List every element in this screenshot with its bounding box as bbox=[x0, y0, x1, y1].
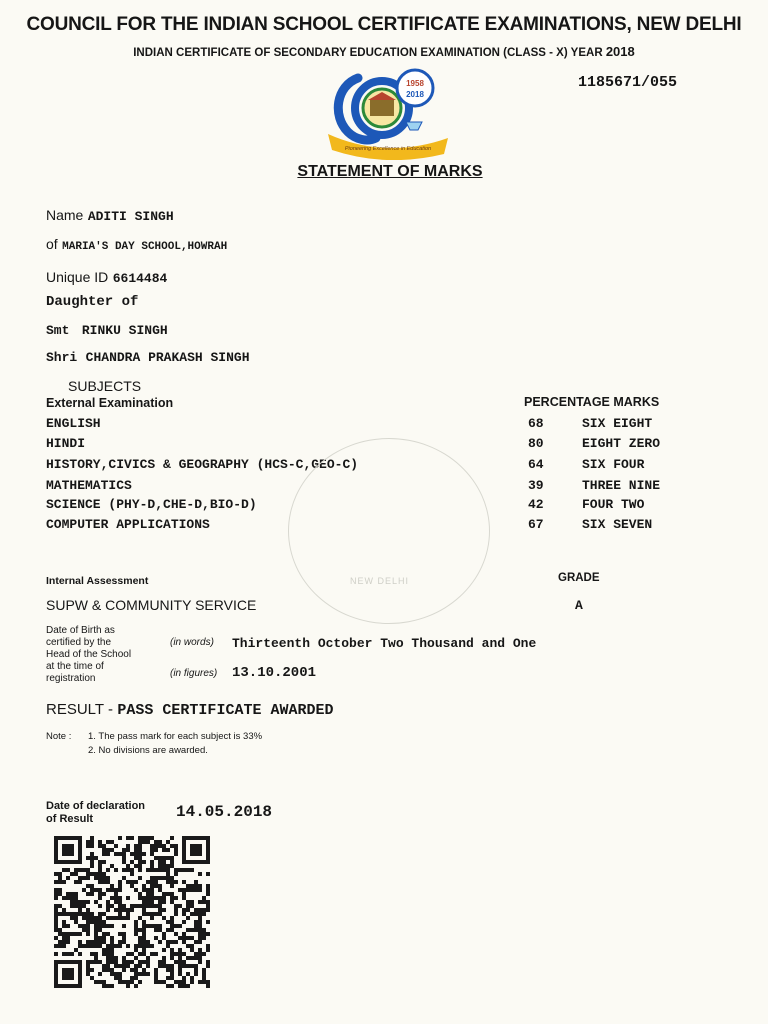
qr-code-icon bbox=[54, 836, 210, 988]
grade-heading: GRADE bbox=[558, 572, 600, 584]
subject-marks-words: SIX SEVEN bbox=[582, 517, 653, 532]
dob-label-line: Head of the School bbox=[46, 649, 132, 660]
mother-name: RINKU SINGH bbox=[81, 323, 168, 338]
declaration-label bbox=[46, 800, 145, 826]
subject-marks-words: EIGHT ZERO bbox=[582, 436, 661, 451]
external-exam-label: External Examination bbox=[46, 396, 174, 410]
note-item: 1. The pass mark for each subject is 33% bbox=[88, 731, 263, 742]
subject-name: SCIENCE (PHY-D,CHE-D,BIO-D) bbox=[46, 497, 257, 512]
embossed-seal bbox=[288, 438, 490, 624]
subjects-heading: SUBJECTS bbox=[68, 378, 142, 394]
declaration-label-line: of Result bbox=[46, 813, 94, 825]
percentage-marks-heading: PERCENTAGE MARKS bbox=[524, 395, 660, 409]
mother-row bbox=[46, 321, 168, 339]
uid-label: Unique ID bbox=[46, 269, 109, 285]
subject-marks: 64 bbox=[528, 457, 544, 472]
father-row bbox=[46, 348, 250, 366]
subject-marks-words: THREE NINE bbox=[582, 478, 661, 493]
result-row bbox=[46, 701, 333, 719]
dob-words: Thirteenth October Two Thousand and One bbox=[232, 636, 537, 651]
father-name: CHANDRA PRAKASH SINGH bbox=[85, 350, 250, 365]
note-label: Note : bbox=[46, 731, 72, 742]
mother-prefix: Smt bbox=[46, 323, 70, 338]
dob-label-line: registration bbox=[46, 673, 96, 684]
subject-marks: 68 bbox=[528, 416, 544, 431]
logo-year-bottom: 2018 bbox=[406, 90, 424, 99]
subject-marks: 42 bbox=[528, 497, 544, 512]
dob-label-line: at the time of bbox=[46, 661, 104, 672]
exam-heading bbox=[0, 44, 768, 59]
subject-marks-words: SIX EIGHT bbox=[582, 416, 653, 431]
supw-grade: A bbox=[575, 598, 583, 613]
declaration-date: 14.05.2018 bbox=[176, 803, 273, 821]
relation-label: Daughter of bbox=[46, 294, 139, 310]
subject-name: COMPUTER APPLICATIONS bbox=[46, 517, 210, 532]
subject-marks: 67 bbox=[528, 517, 544, 532]
name-label: Name bbox=[46, 207, 84, 223]
dob-figures: 13.10.2001 bbox=[232, 665, 317, 681]
cisce-logo-icon bbox=[322, 64, 452, 160]
declaration-label-line: Date of declaration bbox=[46, 800, 146, 812]
dob-label-line: Date of Birth as bbox=[46, 625, 115, 636]
student-name: ADITI SINGH bbox=[87, 209, 174, 224]
school-name: MARIA'S DAY SCHOOL,HOWRAH bbox=[62, 241, 228, 253]
subject-marks: 39 bbox=[528, 478, 544, 493]
subject-name: MATHEMATICS bbox=[46, 478, 132, 493]
exam-title: INDIAN CERTIFICATE OF SECONDARY EDUCATION EXAMINATION (CLASS - X) YEAR bbox=[133, 47, 603, 59]
exam-year: 2018 bbox=[605, 44, 635, 59]
council-heading: COUNCIL FOR THE INDIAN SCHOOL CERTIFICATE EXAMINATIONS, NEW DELHI bbox=[26, 14, 742, 35]
subject-marks: 80 bbox=[528, 436, 544, 451]
seal-text: NEW DELHI bbox=[350, 576, 410, 586]
internal-assessment-label: Internal Assessment bbox=[46, 575, 149, 587]
subject-name: ENGLISH bbox=[46, 416, 101, 431]
dob-words-label: (in words) bbox=[170, 637, 214, 648]
uid-value: 6614484 bbox=[112, 271, 168, 286]
father-prefix: Shri bbox=[46, 350, 78, 365]
result-label: RESULT - bbox=[46, 701, 113, 718]
uid-row bbox=[46, 269, 167, 287]
school-label: of bbox=[46, 236, 58, 252]
note-item: 2. No divisions are awarded. bbox=[88, 745, 208, 756]
name-row bbox=[46, 207, 174, 225]
dob-label-line: certified by the bbox=[46, 637, 112, 648]
subject-marks-words: FOUR TWO bbox=[582, 497, 645, 512]
logo-ribbon-text: Pioneering Excellence in Education bbox=[344, 146, 432, 152]
document-title: STATEMENT OF MARKS bbox=[297, 163, 483, 180]
subject-marks-words: SIX FOUR bbox=[582, 457, 645, 472]
school-row bbox=[46, 236, 227, 254]
dob-label bbox=[46, 625, 156, 685]
dob-figures-label: (in figures) bbox=[170, 668, 218, 679]
subject-name: HISTORY,CIVICS & GEOGRAPHY (HCS-C,GEO-C) bbox=[46, 457, 359, 472]
serial-number: 1185671/055 bbox=[578, 74, 678, 91]
subject-name: HINDI bbox=[46, 436, 86, 451]
supw-subject: SUPW & COMMUNITY SERVICE bbox=[46, 597, 257, 613]
result-value: PASS CERTIFICATE AWARDED bbox=[117, 702, 334, 719]
logo-year-top: 1958 bbox=[406, 79, 424, 88]
